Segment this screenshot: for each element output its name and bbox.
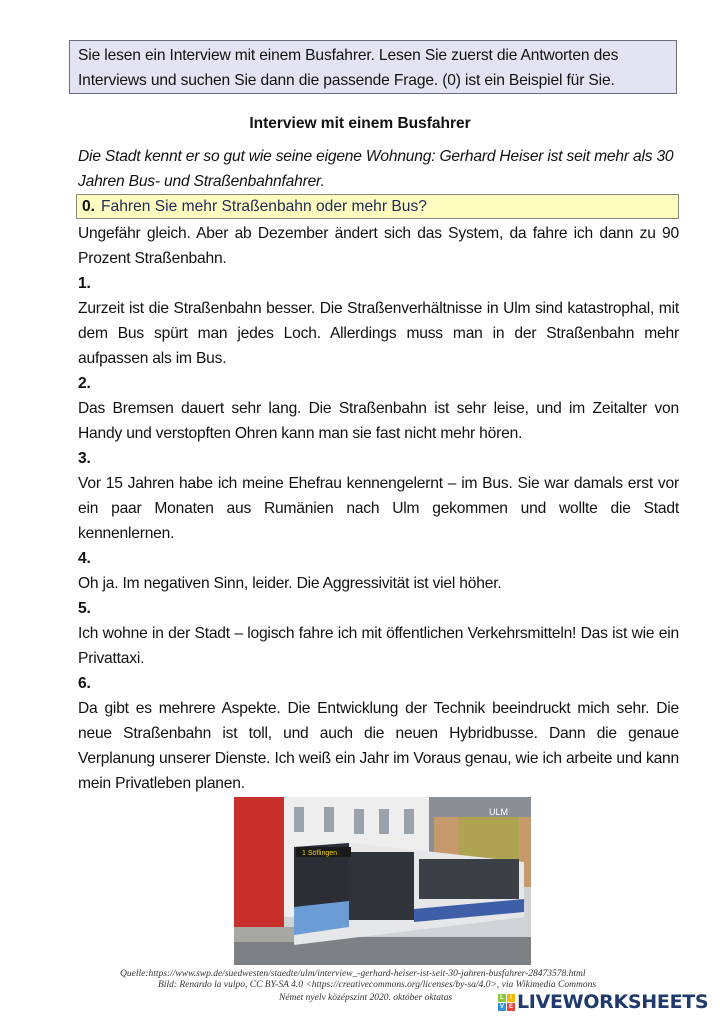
example-question: Fahren Sie mehr Straßenbahn oder mehr Bus? [101,198,427,215]
answer-5: Ich wohne in der Stadt – logisch fahre ich mit öffentlichen Verkehrsmitteln! Das ist wie ein Privattaxi. [78,625,679,667]
answer-2: Das Bremsen dauert sehr lang. Die Straßenbahn ist sehr leise, und im Zeitalter von Handy und verstopften Ohren kann man sie fast nicht mehr hören. [78,400,679,442]
photo-watermark: ULM [489,807,509,817]
source-link[interactable]: Quelle:https://www.swp.de/suedwesten/staedte/ulm/interview_-gerhard-heiser-ist-seit-30-jahren-busfahrer-28473578.html [120,969,586,979]
interview-body [78,221,679,796]
question-number-4: 4. [78,550,91,567]
intro-text: Die Stadt kennt er so gut wie seine eigene Wohnung: Gerhard Heiser ist seit mehr als 30 Jahren Bus- und Straßenbahnfahrer. [78,148,674,190]
page-title: Interview mit einem Busfahrer [249,115,471,132]
liveworksheets-logo[interactable] [498,992,708,1012]
logo-blocks-icon: L I V E [499,994,513,1010]
tram-photo [234,797,531,965]
example-number: 0. [82,198,96,215]
answer-3: Vor 15 Jahren habe ich meine Ehefrau kennengelernt – im Bus. Sie war damals erst vor ein paar Monaten aus Rumänien nach Ulm gekommen und wollte die Stadt kennenlernen. [78,475,679,542]
answer-6: Da gibt es mehrere Aspekte. Die Entwicklung der Technik beeindruckt mich sehr. Die neue Straßenbahn ist toll, und auch die neuen Hybridbusse. Dann die genaue Verplanung unserer Dienste. Ich weiß ein Jahr im Voraus genau, wie ich arbeite und kann mein Privatleben planen. [78,700,679,792]
tram-destination-display: 1 Söflingen [302,850,338,857]
question-number-5: 5. [78,600,91,617]
footer-meta: Német nyelv középszint 2020. október oktatas [279,993,453,1003]
image-credit: Bild: Renardo la vulpo, CC BY-SA 4.0 <https://creativecommons.org/licenses/by-sa/4.0>, via Wikimedia Commons [158,980,597,990]
instructions-text: Sie lesen ein Interview mit einem Busfahrer. Lesen Sie zuerst die Antworten des Interviews und suchen Sie dann die passende Frage. (0) ist ein Beispiel für Sie. [78,47,619,89]
question-number-3: 3. [78,450,91,467]
answer-1: Zurzeit ist die Straßenbahn besser. Die Straßenverhältnisse in Ulm sind katastrophal, mit dem Bus spürt man jedes Loch. Allerdings muss man in der Straßenbahn mehr aufpassen als im Bus. [78,300,679,367]
question-number-6: 6. [78,675,91,692]
question-number-1: 1. [78,275,91,292]
answer-4: Oh ja. Im negativen Sinn, leider. Die Aggressivität ist viel höher. [78,575,502,592]
example-question-box [76,194,679,219]
question-number-2: 2. [78,375,91,392]
example-answer: Ungefähr gleich. Aber ab Dezember ändert sich das System, da fahre ich dann zu 90 Prozent Straßenbahn. [78,225,679,267]
instructions-box [69,40,677,94]
logo-text: LIVEWORKSHEETS [517,991,709,1013]
